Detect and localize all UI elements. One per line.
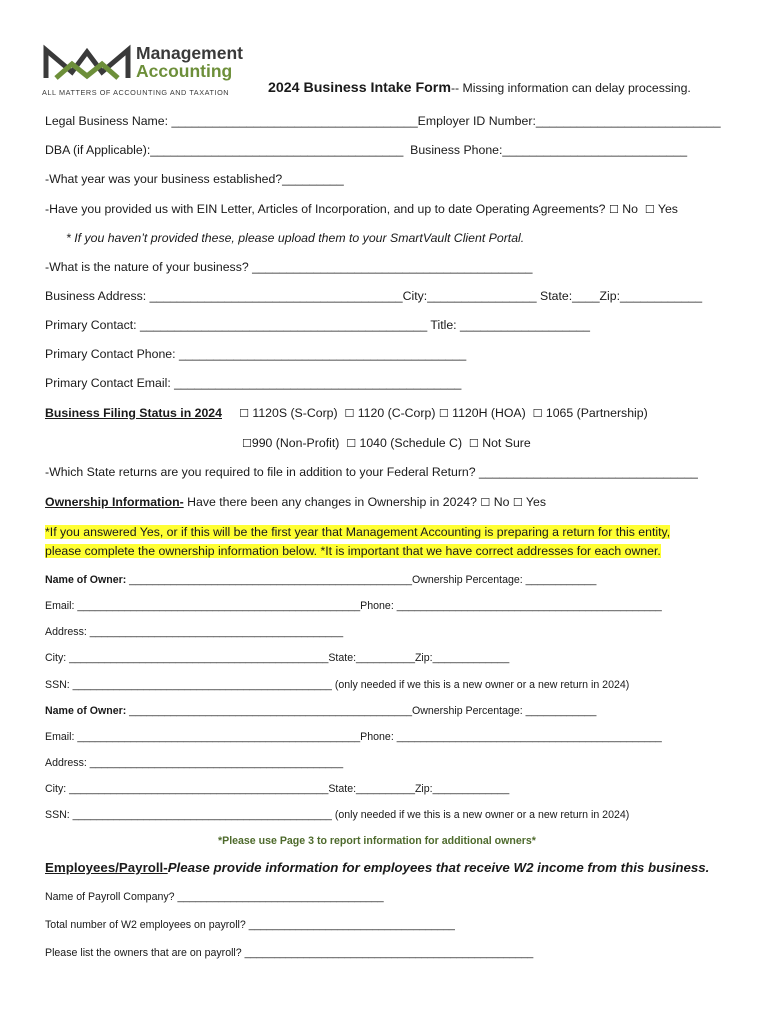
logo-line1: Management bbox=[136, 43, 243, 63]
logo-tagline: ALL MATTERS OF ACCOUNTING AND TAXATION bbox=[42, 88, 230, 97]
checkbox-1065[interactable]: ☐ bbox=[532, 407, 543, 420]
page-title: 2024 Business Intake Form bbox=[268, 80, 451, 96]
owners-on-payroll-field[interactable]: Please list the owners that are on payroll? _________________________________________________ bbox=[45, 947, 534, 959]
business-phone-field[interactable]: Business Phone:___________________________ bbox=[410, 143, 688, 157]
highlight-text-2: please complete the ownership information below. *It is important that we have correct addresses for each owner. bbox=[45, 544, 661, 558]
owner2-address-field[interactable]: Address: ___________________________________________ bbox=[45, 757, 344, 769]
owner2-city-field[interactable]: City: ____________________________________________State:__________Zip:_____________ bbox=[45, 783, 510, 795]
owner1-name-label: Name of Owner: bbox=[45, 574, 127, 586]
ein-letter-question: -Have you provided us with EIN Letter, Articles of Incorporation, and up to date Operating Agreements? bbox=[45, 202, 606, 216]
ownership-checkbox-no[interactable]: ☐ bbox=[480, 496, 491, 509]
checkbox-no[interactable]: ☐ bbox=[608, 203, 619, 216]
state-returns-field[interactable]: -Which State returns are you required to file in addition to your Federal Return? ________________________________ bbox=[45, 465, 698, 479]
checkbox-1120h[interactable]: ☐ bbox=[438, 407, 449, 420]
checkbox-not-sure[interactable]: ☐ bbox=[468, 437, 479, 450]
upload-note: * If you haven’t provided these, please upload them to your SmartVault Client Portal. bbox=[66, 231, 525, 245]
company-logo bbox=[42, 40, 272, 100]
checkbox-yes[interactable]: ☐ bbox=[644, 203, 655, 216]
owner1-name-field[interactable]: ________________________________________________Ownership Percentage: ____________ bbox=[126, 574, 597, 586]
option-1040: 1040 (Schedule C) bbox=[359, 436, 463, 450]
legal-name-row bbox=[45, 113, 721, 129]
checkbox-1040[interactable]: ☐ bbox=[346, 437, 357, 450]
option-yes-label: Yes bbox=[657, 202, 678, 216]
owner1-city-field[interactable]: City: ____________________________________________State:__________Zip:_____________ bbox=[45, 652, 510, 664]
form-title bbox=[268, 80, 691, 96]
business-address-field[interactable]: Business Address: _____________________________________City:________________ State:____Zip:____________ bbox=[45, 289, 703, 303]
page3-note: *Please use Page 3 to report information for additional owners* bbox=[218, 835, 536, 847]
title-note: -- Missing information can delay processing. bbox=[450, 81, 691, 95]
ownership-no-label: No bbox=[493, 495, 510, 509]
owner1-email-field[interactable]: Email: ________________________________________________Phone: _____________________________________________ bbox=[45, 600, 662, 612]
payroll-company-field[interactable]: Name of Payroll Company? ___________________________________ bbox=[45, 891, 384, 903]
filing-status-row2 bbox=[242, 435, 531, 452]
dba-row bbox=[45, 142, 687, 158]
checkbox-990[interactable]: ☐ bbox=[242, 437, 252, 450]
owner1-ssn-field[interactable]: SSN: ____________________________________________ (only needed if we this is a new owner or a new return in 2024) bbox=[45, 679, 630, 691]
owner2-email-field[interactable]: Email: ________________________________________________Phone: _____________________________________________ bbox=[45, 731, 662, 743]
primary-contact-field[interactable]: Primary Contact: __________________________________________ Title: ___________________ bbox=[45, 318, 590, 332]
primary-phone-field[interactable]: Primary Contact Phone: __________________________________________ bbox=[45, 347, 467, 361]
ownership-label: Ownership Information- bbox=[45, 495, 184, 509]
highlight-note-1 bbox=[45, 524, 670, 540]
ein-letter-row bbox=[45, 201, 678, 218]
owner1-name-row bbox=[45, 572, 596, 588]
logo-name bbox=[136, 44, 243, 80]
ownership-yes-label: Yes bbox=[525, 495, 546, 509]
year-established-field[interactable]: -What year was your business established?_________ bbox=[45, 172, 344, 186]
highlight-text-1: *If you answered Yes, or if this will be the first year that Management Accounting is preparing a return for this entity, bbox=[45, 525, 671, 539]
ownership-row bbox=[45, 494, 546, 511]
option-1065: 1065 (Partnership) bbox=[545, 406, 648, 420]
ownership-checkbox-yes[interactable]: ☐ bbox=[512, 496, 523, 509]
logo-line2: Accounting bbox=[136, 61, 233, 81]
checkbox-1120s[interactable]: ☐ bbox=[239, 407, 249, 420]
payroll-heading bbox=[45, 860, 709, 876]
payroll-note: Please provide information for employees that receive W2 income from this business. bbox=[167, 860, 710, 875]
option-990: 990 (Non-Profit) bbox=[251, 436, 340, 450]
owner2-name-row bbox=[45, 703, 596, 719]
filing-status-label: Business Filing Status in 2024 bbox=[45, 406, 222, 420]
highlight-note-2 bbox=[45, 543, 661, 559]
owner2-name-field[interactable]: ________________________________________________Ownership Percentage: ____________ bbox=[126, 705, 597, 717]
ownership-question: Have there been any changes in Ownership in 2024? bbox=[183, 495, 477, 509]
option-1120h: 1120H (HOA) bbox=[452, 406, 526, 420]
logo-mark-icon bbox=[42, 42, 132, 84]
checkbox-1120[interactable]: ☐ bbox=[344, 407, 355, 420]
payroll-label: Employees/Payroll- bbox=[45, 860, 168, 875]
w2-count-field[interactable]: Total number of W2 employees on payroll? ___________________________________ bbox=[45, 919, 455, 931]
primary-email-field[interactable]: Primary Contact Email: __________________________________________ bbox=[45, 376, 462, 390]
owner2-ssn-field[interactable]: SSN: ____________________________________________ (only needed if we this is a new owner or a new return in 2024) bbox=[45, 809, 630, 821]
owner1-address-field[interactable]: Address: ___________________________________________ bbox=[45, 626, 344, 638]
filing-status-row1 bbox=[45, 405, 648, 422]
dba-field[interactable]: DBA (if Applicable):_____________________________________ bbox=[45, 143, 404, 157]
option-1120: 1120 (C-Corp) bbox=[357, 406, 436, 420]
option-not-sure: Not Sure bbox=[482, 436, 531, 450]
option-1120s: 1120S (S-Corp) bbox=[252, 406, 338, 420]
legal-name-field[interactable]: Legal Business Name: ____________________________________ bbox=[45, 114, 418, 128]
ein-field[interactable]: Employer ID Number:___________________________ bbox=[417, 114, 721, 128]
option-no-label: No bbox=[622, 202, 638, 216]
business-nature-field[interactable]: -What is the nature of your business? _________________________________________ bbox=[45, 260, 533, 274]
owner2-name-label: Name of Owner: bbox=[45, 705, 127, 717]
